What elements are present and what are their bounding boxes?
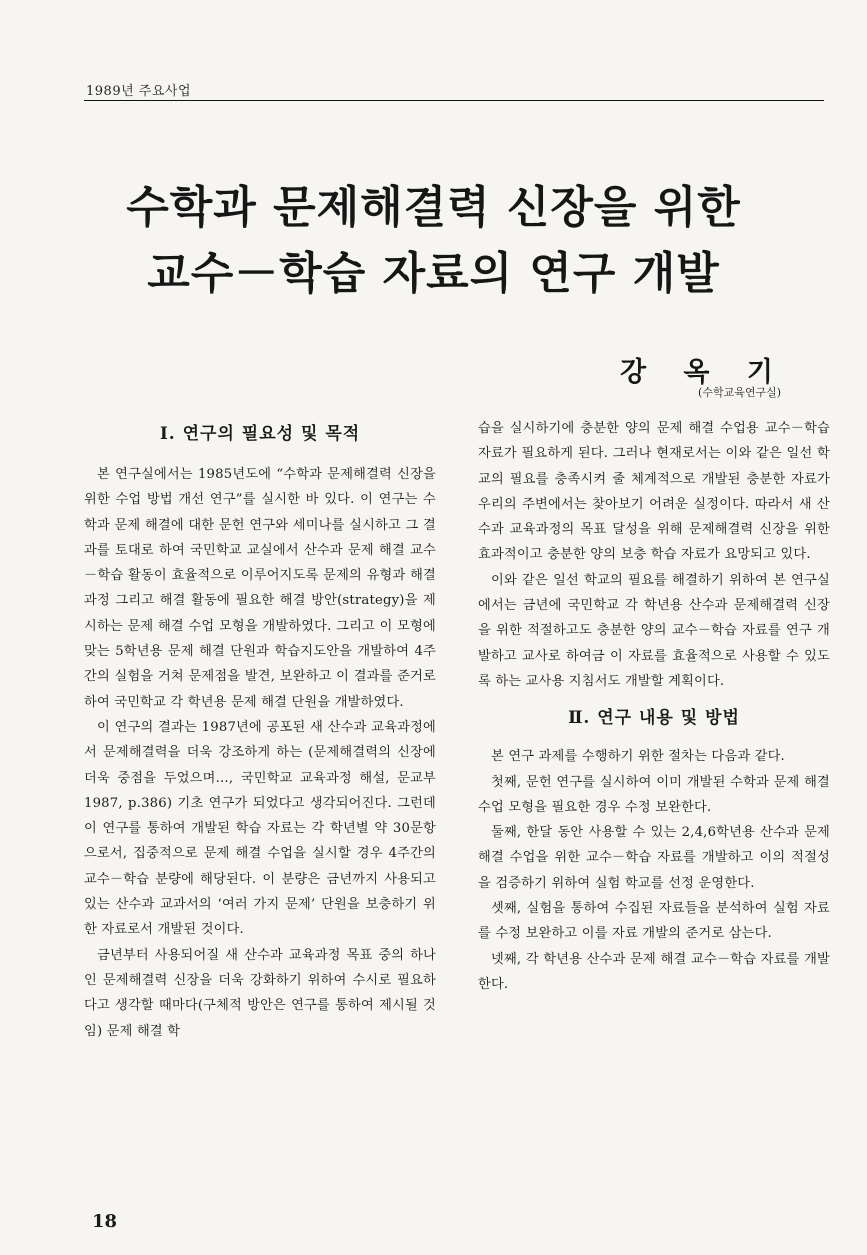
running-head: 1989년 주요사업 bbox=[86, 84, 192, 99]
section-2-paragraph-2: 첫째, 문헌 연구를 실시하여 이미 개발된 수학과 문제 해결 수업 모형을 필요한 경우 수정 보완한다. bbox=[478, 774, 830, 815]
left-column bbox=[84, 416, 436, 1044]
section-1-continuation-paragraph-1: 습을 실시하기에 충분한 양의 문제 해결 수업용 교수－학습 자료가 필요하게 된다. 그러나 현재로서는 이와 같은 일선 학교의 필요를 충족시켜 줄 체계적으로 개발된 충분한 자료가 우리의 주변에서는 찾아보기 어려운 실정이다. 따라서 새 산수과 교육과정의 목표 달성을 위해 문제해결력 신장을 위한 효과적이고 충분한 양의 보충 학습 자료가 요망되고 있다. bbox=[478, 421, 830, 563]
section-1-paragraph-1: 본 연구실에서는 1985년도에 “수학과 문제해결력 신장을 위한 수업 방법 개선 연구”를 실시한 바 있다. 이 연구는 수학과 문제 해결에 대한 문헌 연구와 세미나를 실시하고 그 결과를 토대로 하여 국민학교 교실에서 산수과 문제 해결 교수－학습 활동이 효율적으로 이루어지도록 문제의 유형과 해결 과정 그리고 해결 활동에 필요한 해결 방안(strategy)을 제시하는 문제 해결 수업 모형을 개발하였다. 그리고 이 모형에 맞는 5학년용 문제 해결 단원과 학습지도안을 개발하여 4주간의 실험을 거쳐 문제점을 발견, 보완하고 이 결과를 준거로 하여 국민학교 각 학년용 문제 해결 단원을 개발하였다. bbox=[84, 467, 436, 710]
right-column bbox=[478, 416, 830, 997]
section-1-heading: Ⅰ. 연구의 필요성 및 목적 bbox=[159, 424, 361, 444]
section-1-continuation-paragraph-2: 이와 같은 일선 학교의 필요를 해결하기 위하여 본 연구실에서는 금년에 국민학교 각 학년용 산수과 문제해결력 신장을 위한 적절하고도 충분한 양의 교수－학습 자료를 연구 개발하고 교사로 하여금 이 자료를 효율적으로 사용할 수 있도록 하는 교사용 지침서도 개발할 계획이다. bbox=[478, 572, 830, 689]
header-rule bbox=[84, 100, 824, 101]
article-title-line-2: 교수－학습 자료의 연구 개발 bbox=[147, 248, 720, 299]
section-2-heading: Ⅱ. 연구 내용 및 방법 bbox=[568, 708, 740, 729]
article-title-line-1: 수학과 문제해결력 신장을 위한 bbox=[126, 182, 741, 233]
section-2-paragraph-1: 본 연구 과제를 수행하기 위한 절차는 다음과 같다. bbox=[491, 749, 785, 765]
section-1-paragraph-2: 이 연구의 결과는 1987년에 공포된 새 산수과 교육과정에서 문제해결력을 더욱 강조하게 하는 (문제해결력의 신장에 더욱 중점을 두었으며…, 국민학교 교육과정 해설, 문교부 1987, p.386) 기초 연구가 되었다고 생각되어진다. 그런데 이 연구를 통하여 개발된 학습 자료는 각 학년별 약 30문항으로서, 집중적으로 문제 해결 수업을 실시할 경우 4주간의 교수－학습 분량에 해당된다. 이 분량은 금년까지 사용되고 있는 산수과 교과서의 ‘여러 가지 문제’ 단원을 보충하기 위한 자료로서 개발된 것이다. bbox=[84, 719, 436, 938]
author-affiliation: (수학교육연구실) bbox=[698, 386, 781, 399]
author-name: 강 옥 기 bbox=[619, 357, 787, 388]
section-2-paragraph-4: 셋째, 실험을 통하여 수집된 자료들을 분석하여 실험 자료를 수정 보완하고 이를 자료 개발의 준거로 삼는다. bbox=[478, 901, 830, 942]
section-2-paragraph-3: 둘째, 한달 동안 사용할 수 있는 2,4,6학년용 산수과 문제 해결 수업을 위한 교수－학습 자료를 개발하고 이의 적절성을 검증하기 위하여 실험 학교를 선정 운영한다. bbox=[478, 825, 830, 891]
section-2-paragraph-5: 넷째, 각 학년용 산수과 문제 해결 교수－학습 자료를 개발한다. bbox=[478, 951, 830, 992]
page-number: 18 bbox=[92, 1211, 118, 1232]
section-1-paragraph-3: 금년부터 사용되어질 새 산수과 교육과정 목표 중의 하나인 문제해결력 신장을 더욱 강화하기 위하여 수시로 필요하다고 생각할 때마다(구체적 방안은 연구를 통하여 제시될 것임) 문제 해결 학 bbox=[84, 947, 436, 1039]
